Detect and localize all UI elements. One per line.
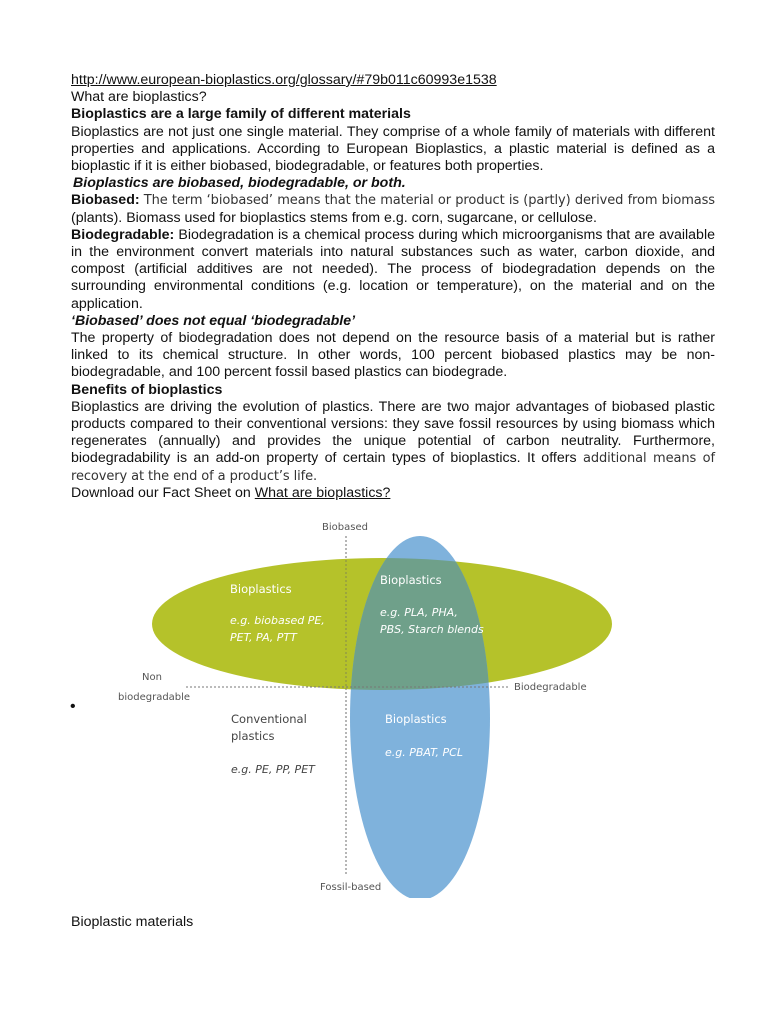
caption-bioplastic-materials: Bioplastic materials (71, 914, 194, 930)
subheading-biobased-biodegradable: Bioplastics are biobased, biodegradable, or both. (73, 175, 406, 192)
q2-title: Bioplastics (380, 573, 442, 587)
subheading-not-equal: ‘Biobased’ does not equal ‘biodegradable’ (71, 312, 356, 329)
q3-title-1: Conventional (231, 712, 307, 726)
bullet-point: • (70, 698, 76, 715)
term-biobased: Biobased: (71, 192, 140, 209)
q1-example-1: e.g. biobased PE, (230, 614, 325, 627)
benefits-text-alt: additional means of recovery at the end of a product’s life. (71, 451, 715, 484)
biobased-definition: (plants). Biomass used for bioplastics stems from e.g. corn, sugarcane, or cellulose. (71, 209, 597, 226)
q2-example-1: e.g. PLA, PHA, (380, 606, 458, 619)
axis-label-biobased: Biobased (322, 522, 368, 533)
q4-example: e.g. PBAT, PCL (385, 746, 463, 759)
benefits-text: Bioplastics are driving the evolution of plastics. There are two major advantages of biobased plastic products compared to their conventional versions: they save fossil resources by using biomass which regenerates (annually) and provides the unique potential of carbon neutrality. Furthermore, biodegradability is an add-on property of certain types of bioplastics. It offers (71, 398, 715, 467)
source-url-link[interactable]: http://www.european-bioplastics.org/glossary/#79b011c60993e1538 (71, 72, 497, 88)
term-biodegradable: Biodegradable: (71, 226, 175, 243)
paragraph-biodegradation-property: The property of biodegradation does not depend on the resource basis of a material but is rather linked to its chemical structure. In other words, 100 percent biobased plastics may be non-biodegradable, and 100 percent fossil based plastics can biodegrade. (71, 330, 715, 381)
download-line (71, 485, 715, 502)
paragraph-intro: Bioplastics are not just one single material. They comprise of a whole family of materials with different properties and applications. According to European Bioplastics, a plastic material is defined as a bioplastic if it is either biobased, biodegradable, or features both properties. (71, 123, 715, 175)
q3-title-2: plastics (231, 729, 275, 743)
q2-example-2: PBS, Starch blends (380, 623, 484, 636)
q1-title: Bioplastics (230, 582, 292, 596)
question-line: What are bioplastics? (71, 89, 207, 106)
heading-large-family: Bioplastics are a large family of different materials (71, 106, 411, 123)
q1-example-2: PET, PA, PTT (230, 631, 297, 644)
bioplastics-diagram (118, 520, 716, 898)
axis-label-biodegradable: Biodegradable (514, 682, 587, 693)
axis-label-fossil-based: Fossil-based (320, 882, 382, 893)
q4-title: Bioplastics (385, 712, 447, 726)
paragraph-biobased (71, 192, 715, 226)
paragraph-biodegradable (71, 227, 715, 313)
biobased-definition-alt: The term ‘biobased’ means that the material or product is (partly) derived from biomass (143, 193, 715, 209)
paragraph-benefits (71, 399, 715, 485)
download-prefix: Download our Fact Sheet on (71, 484, 255, 501)
q3-example: e.g. PE, PP, PET (231, 763, 315, 776)
fact-sheet-link[interactable]: What are bioplastics? (254, 484, 391, 501)
axis-label-non: Non (142, 672, 162, 683)
document-body (71, 72, 715, 502)
heading-benefits: Benefits of bioplastics (71, 381, 223, 398)
axis-label-nonbiodegradable: biodegradable (118, 692, 191, 703)
biodegradable-definition: Biodegradation is a chemical process during which microorganisms that are available in the environment convert materials into natural substances such as water, carbon dioxide, and compost (artificial additives are not needed). The process of biodegradation depends on the surrounding environmental conditions (e.g. location or temperature), on the material and on the application. (71, 226, 715, 312)
